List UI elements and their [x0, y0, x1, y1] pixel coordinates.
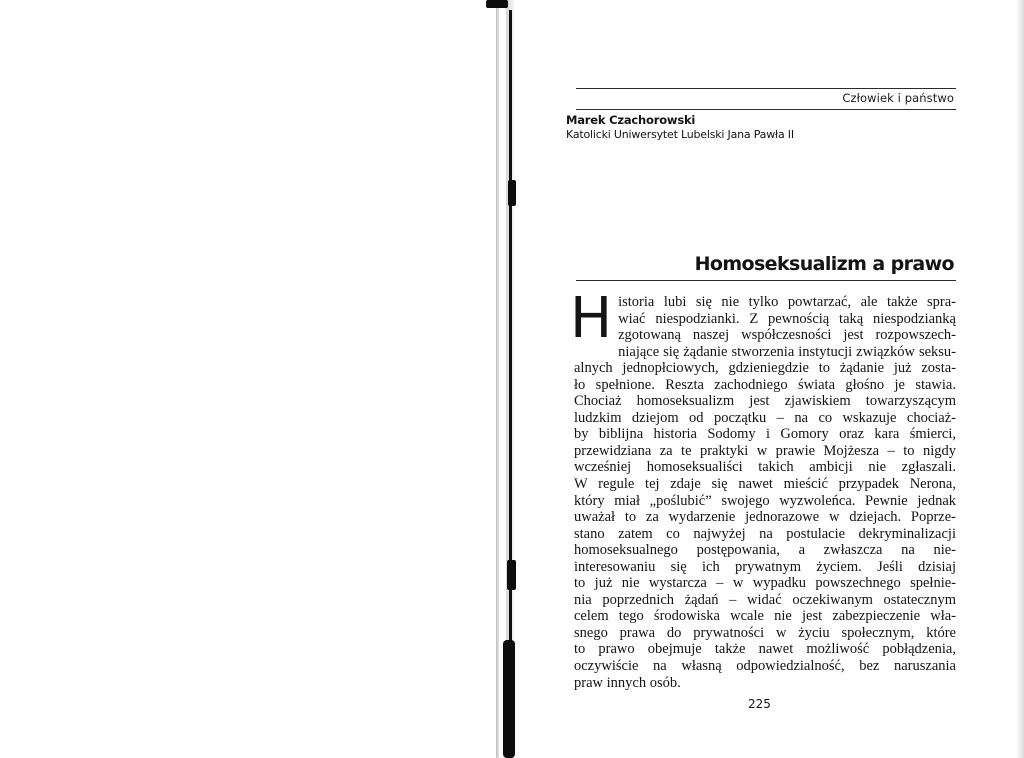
body-line: ło spełnione. Reszta zachodniego świata głośno je stawia.: [574, 376, 956, 393]
article-body: [570, 286, 956, 691]
page-right-edge: [1016, 0, 1024, 758]
body-line: niające się żądanie stworzenia instytucji związków seksu-: [618, 343, 956, 360]
running-head: Człowiek i państwo: [842, 91, 954, 105]
body-line: to prawo obejmuje także nawet możliwość pobłądzenia,: [574, 641, 956, 658]
header-bottom-rule: [576, 109, 956, 110]
scan-artifact: [508, 180, 516, 206]
body-line: ludzkim dziejom od początku – na co wskazuje chociaż-: [574, 409, 956, 426]
scan-artifact: [503, 640, 515, 758]
body-line: wiać niespodzianki. Z pewnością taką niespodzianką: [618, 310, 956, 327]
header-top-rule: [576, 88, 956, 89]
body-line: stano zatem co najwyżej na postulacie dekryminalizacji: [574, 525, 956, 542]
scan-artifact: [507, 560, 516, 590]
body-line: który miał „poślubić” swojego wyzwoleńca. Pewnie jednak: [574, 492, 956, 509]
body-line: to już nie wystarcza – w wypadku powszechnego spełnie-: [574, 575, 956, 592]
body-line: oczywiście na własną odpowiedzialność, bez naruszania: [574, 658, 956, 675]
body-line: przewidziana za te praktyki w prawie Mojżesza – to nigdy: [574, 442, 956, 459]
article-title: Homoseksualizm a prawo: [694, 253, 954, 275]
body-line: snego prawa do prywatności w życiu społecznym, które: [574, 624, 956, 641]
body-line: homoseksualnego postępowania, a zwłaszcza na nie-: [574, 542, 956, 559]
title-rule: [576, 280, 956, 281]
body-line: istoria lubi się nie tylko powtarzać, ale także spra-: [618, 294, 956, 310]
author-name: Marek Czachorowski: [566, 113, 696, 127]
body-line: nia poprzednich żądań – widać oczekiwanym ostatecznym: [574, 591, 956, 608]
body-line: praw innych osób.: [574, 674, 681, 691]
scan-artifact: [486, 0, 508, 8]
body-line: W regule tej zdaje się nawet mieścić przypadek Nerona,: [574, 476, 956, 493]
body-line: zgotowaną naszej współczesności jest rozpowszech-: [618, 327, 956, 344]
body-line: by biblijna historia Sodomy i Gomory oraz kara śmierci,: [574, 426, 956, 443]
page-number: 225: [748, 697, 771, 711]
page-gutter-fold: [496, 0, 499, 758]
body-line: interesowaniu się ich prywatnym życiem. Jeśli dzisiaj: [574, 558, 956, 575]
body-line: celem tego środowiska wcale nie jest zabezpieczenie wła-: [574, 608, 956, 625]
body-line: alnych jednopłciowych, gdzieniegdzie to żądanie już zosta-: [574, 360, 956, 377]
body-line: uważał to za wydarzenie jednorazowe w dziejach. Poprze-: [574, 509, 956, 526]
body-line: Chociaż homoseksualizm jest zjawiskiem towarzyszącym: [574, 393, 956, 410]
drop-cap: H: [570, 286, 611, 351]
author-affiliation: Katolicki Uniwersytet Lubelski Jana Pawła II: [566, 128, 794, 141]
body-line: wcześniej homoseksualiści takich ambicji nie zgłaszali.: [574, 459, 956, 476]
